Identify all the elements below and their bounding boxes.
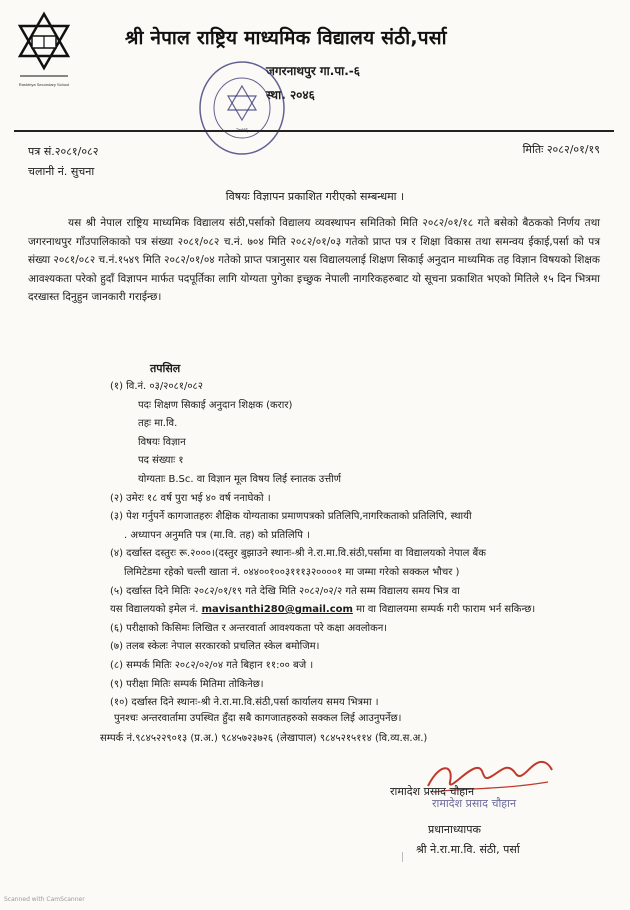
notice-body: यस श्री नेपाल राष्ट्रिय माध्यमिक विद्यालय संठी,पर्साको विद्यालय व्यवस्थापन समितिको मिति २०८२/०१/१८ गते बसेको बैठकको निर्णय तथा जगरनाथपुर गाँउपालिकाको पत्र संख्या २०८१/०८२ च.नं. ७०४ मिति २०८२/०१/०३ गतेको प्राप्त पत्र र शिक्षा विकास तथा समन्वय ईकाई,पर्सा को पत्र संख्या २०८१/०८२ च.नं.१५४९ मिति २०८२/०१/०४ गतेको प्राप्त पत्रानुसार यस विद्यालयलाई शिक्षण सिकाई अनुदान माध्यमिक तह विज्ञान विषयको शिक्षक आवश्यकता परेको हुदाँ विज्ञापन मार्फत पदपूर्तिका लागि योग्यता पुगेका इच्छुक नेपाली नागरिकहरुबाट यो सूचना प्रकाशित भएको मितिले १५ दिन भित्रमा दरखास्त दिनुहुन जानकारी गराईन्छ।: [28, 217, 600, 304]
detail-item-9: (९) परीक्षा मितिः सम्पर्क मितिमा तोकिनेछ।: [110, 678, 264, 690]
signatory-title: प्रधानाध्यापक: [428, 823, 481, 836]
contact-numbers: सम्पर्क नं.९८४५२२९०१३ (प्र.अ.) ९८४५७२३७२६ (लेखापाल) ९८४५२१५११४ (वि.व्य.स.अ.): [100, 733, 428, 744]
detail-positions: पद संख्याः १: [138, 455, 184, 467]
detail-item-5-cont: [110, 601, 615, 620]
email-prefix: यस विद्यालयको इमेल नं.: [110, 604, 199, 616]
detail-item-6: (६) परीक्षाको किसिमः लिखित र अन्तरवार्ता आवश्यकता परे कक्षा अवलोकन।: [110, 622, 388, 634]
scanner-watermark: Scanned with CamScanner: [4, 896, 85, 903]
letter-date: मितिः २०८२/०१/१९: [522, 143, 600, 156]
school-address: जगरनाथपुर गा.पा.-६: [266, 64, 361, 78]
school-name: श्री नेपाल राष्ट्रिय माध्यमिक विद्यालय संठी,पर्सा: [125, 27, 447, 49]
reference-block: [28, 142, 99, 182]
detail-item-2: (२) उमेरः १८ वर्ष पुरा भई ४० वर्ष ननाघेको ।: [110, 492, 271, 504]
signatory-org: श्री ने.रा.मा.वि. संठी, पर्सा: [416, 843, 520, 856]
detail-item-3-cont: . अध्यापन अनुमति पत्र (मा.वि. तह) को प्रतिलिपि ।: [124, 529, 310, 541]
header-divider: [14, 130, 614, 132]
detail-level: तहः मा.वि.: [138, 418, 178, 430]
signature-stamp-name: रामादेश प्रसाद चौहान: [432, 797, 517, 810]
established-year: स्था. २०४६: [266, 88, 315, 102]
detail-item-3: (३) पेश गर्नुपर्ने कागजातहरुः शैक्षिक योग्यताका प्रमाणपत्रको प्रतिलिपि,नागरिकताको प्रतिलिपि, स्थायी: [110, 511, 472, 523]
letter-number: पत्र सं.२०८१/०८२: [28, 145, 99, 158]
dispatch-number: चलानी नं. सुचना: [28, 165, 95, 178]
detail-item-10: (१०) दर्खास्त दिने स्थानः-श्री ने.रा.मा.वि.संठी,पर्सा कार्यालय समय भित्रमा ।: [110, 697, 379, 709]
signatory-block: [390, 782, 520, 860]
logo-caption: Rashtriya Secondary School: [18, 82, 70, 87]
detail-subject: विषयः विज्ञान: [138, 436, 186, 448]
detail-item-1: (१) वि.नं. ०३/२०८१/०८२: [110, 381, 203, 392]
details-heading: तपसिल: [150, 362, 181, 375]
scan-mark: [402, 852, 403, 862]
school-email-link[interactable]: mavisanthi280@gmail.com: [201, 604, 353, 616]
detail-qualification: योग्यताः B.Sc. वा विज्ञान मूल विषय लिई स्नातक उत्तीर्ण: [138, 473, 341, 485]
email-suffix: मा वा विद्यालयमा सम्पर्क गरी फाराम भर्न सकिन्छ।: [356, 604, 536, 616]
detail-item-4: (४) दर्खास्त दस्तुरः रू.२०००।(दस्तुर बुझाउने स्थानः-श्री ने.रा.मा.वि.संठी,पर्सामा वा विद्यालयको नेपाल बैंक: [110, 548, 486, 560]
detail-post: पदः शिक्षण सिकाई अनुदान शिक्षक (करार): [138, 399, 293, 411]
signatory-name: रामादेश प्रसाद चौहान: [390, 785, 475, 798]
subject-line: विषयः विज्ञापन प्रकाशित गरीएको सम्बन्धमा ।: [225, 190, 405, 203]
details-list: [110, 378, 615, 713]
school-logo: [16, 10, 72, 96]
detail-item-7: (७) तलब स्केलः नेपाल सरकारको प्रचलित स्केल बमोजिम।: [110, 641, 320, 653]
detail-item-4-cont: लिमिटेडमा रहेको चल्ती खाता नं. ०४४००१००३१११३२००००१ मा जम्मा गरेको सक्कल भौचर ): [124, 566, 460, 578]
detail-item-8: (८) सम्पर्क मितिः २०८२/०२/०४ गते बिहान ११:०० बजे ।: [110, 659, 314, 671]
school-seal-stamp: [196, 58, 288, 158]
postscript-note: पुनश्चः अन्तरवार्तामा उपस्थित हुँदा सबै कागजातहरुको सक्कल लिई आउनुपर्नेछ।: [114, 713, 402, 724]
detail-item-5: (५) दर्खास्त दिने मितिः २०८२/०१/१९ गते देखि मिति २०८२/०२/२ गते सम्म विद्यालय समय भित्र वा: [110, 585, 460, 597]
